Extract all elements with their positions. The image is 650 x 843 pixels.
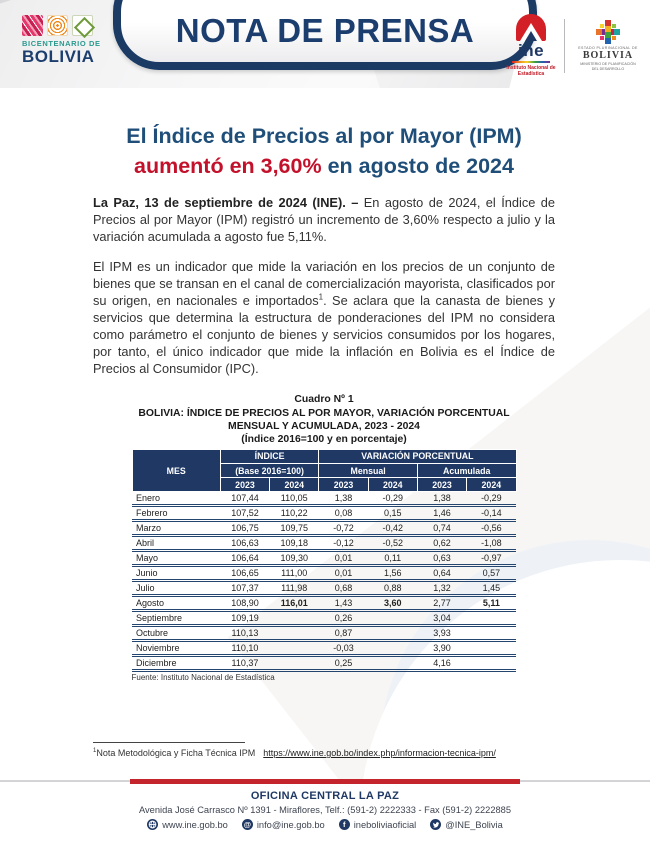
table-cell-value: 1,38 bbox=[417, 492, 466, 506]
table-cell-value: 107,52 bbox=[220, 506, 269, 521]
bicentenario-label: BICENTENARIO DE bbox=[22, 39, 101, 48]
table-cell-month: Febrero bbox=[132, 506, 220, 521]
bicentenario-bolivia-label: BOLIVIA bbox=[22, 47, 95, 66]
col-header-year: 2024 bbox=[368, 478, 417, 492]
table-cell-value: -0,97 bbox=[467, 551, 516, 566]
table-cell-value: 3,04 bbox=[417, 611, 466, 626]
table-cell-value: 3,60 bbox=[368, 596, 417, 611]
table-cell-value bbox=[467, 656, 516, 671]
table-cell-value: -0,03 bbox=[319, 641, 368, 656]
table-cell-value: 109,19 bbox=[220, 611, 269, 626]
table-cell-value: 3,90 bbox=[417, 641, 466, 656]
table-cell-value: 0,63 bbox=[417, 551, 466, 566]
table-cell-value: 109,30 bbox=[270, 551, 319, 566]
col-header-year: 2023 bbox=[220, 478, 269, 492]
ine-wordmark: ine bbox=[517, 41, 545, 60]
table-row bbox=[132, 611, 516, 626]
table-cell-value: 116,01 bbox=[270, 596, 319, 611]
table-cell-value: 106,75 bbox=[220, 521, 269, 536]
ipm-table-head bbox=[132, 449, 516, 491]
col-header-mensual: Mensual bbox=[319, 464, 418, 478]
bolivia-logo-ministry-label: MINISTERIO DE PLANIFICACIÓN DEL DESARROLLO bbox=[580, 61, 636, 71]
table-cell-value: 0,62 bbox=[417, 536, 466, 551]
table-cell-value: 106,64 bbox=[220, 551, 269, 566]
table-cell-value: 1,56 bbox=[368, 566, 417, 581]
table-cell-value bbox=[467, 611, 516, 626]
table-cell-month: Septiembre bbox=[132, 611, 220, 626]
paragraph-lead bbox=[93, 194, 555, 245]
title-line2-rest: en agosto de 2024 bbox=[321, 153, 514, 178]
table-cell-value: 0,68 bbox=[319, 581, 368, 596]
table-caption-title1: BOLIVIA: ÍNDICE DE PRECIOS AL POR MAYOR, VARIACIÓN PORCENTUAL bbox=[138, 407, 510, 419]
table-cell-value bbox=[467, 641, 516, 656]
col-header-base: (Base 2016=100) bbox=[220, 464, 319, 478]
table-cell-value: 1,43 bbox=[319, 596, 368, 611]
footer-address: Avenida José Carrasco Nº 1391 - Miraflores, Telf.: (591-2) 2222333 - Fax (591-2) 2222885 bbox=[138, 805, 512, 815]
col-header-year: 2024 bbox=[270, 478, 319, 492]
col-header-acumulada: Acumulada bbox=[417, 464, 516, 478]
footer-link-facebook[interactable] bbox=[339, 819, 417, 830]
paragraph-definition bbox=[93, 258, 555, 377]
footer-link-email[interactable] bbox=[242, 819, 325, 830]
bolivia-logo-estado-label: ESTADO PLURINACIONAL DE bbox=[578, 46, 638, 51]
table-cell-value: 111,98 bbox=[270, 581, 319, 596]
table-cell-value bbox=[368, 641, 417, 656]
paragraph-definition-a: El IPM es un indicador que mide la variación en los precios de un conjunto de bienes que se transan en el canal de comercialización mayorista, clasificados por su origen, en nacionales e importados bbox=[93, 259, 555, 309]
footnote-link[interactable]: https://www.ine.gob.bo/index.php/informacion-tecnica-ipm/ bbox=[263, 748, 496, 758]
table-cell-value: 0,74 bbox=[417, 521, 466, 536]
table-cell-value: -0,29 bbox=[368, 492, 417, 506]
table-cell-value: 0,01 bbox=[319, 566, 368, 581]
table-cell-value: 108,90 bbox=[220, 596, 269, 611]
col-header-year: 2023 bbox=[417, 478, 466, 492]
globe-icon bbox=[147, 819, 158, 830]
table-cell-value bbox=[368, 656, 417, 671]
table-cell-month: Mayo bbox=[132, 551, 220, 566]
page-title bbox=[93, 122, 555, 181]
bolivia-mosaic-cross-icon bbox=[596, 20, 620, 44]
ipm-table-body bbox=[132, 492, 516, 671]
col-header-year: 2023 bbox=[319, 478, 368, 492]
table-cell-month: Noviembre bbox=[132, 641, 220, 656]
ine-rainbow-bar bbox=[512, 61, 550, 64]
table-cell-value bbox=[270, 641, 319, 656]
table-cell-value: 110,13 bbox=[220, 626, 269, 641]
table-cell-value: -1,08 bbox=[467, 536, 516, 551]
paragraph-lead-text: En agosto de 2024, el Índice de Precios al por Mayor (IPM) registró un incremento de 3,60% respecto a julio y la variación acumulada a agosto fue 5,11%. bbox=[93, 195, 556, 245]
table-cell-value: 0,64 bbox=[417, 566, 466, 581]
col-header-variacion: VARIACIÓN PORCENTUAL bbox=[319, 449, 516, 463]
table-row bbox=[132, 656, 516, 671]
footer-office-title: OFICINA CENTRAL LA PAZ bbox=[250, 790, 400, 802]
table-caption-number: Cuadro Nº 1 bbox=[294, 394, 354, 406]
table-cell-value: -0,72 bbox=[319, 521, 368, 536]
footnote-text: Nota Metodológica y Ficha Técnica IPM bbox=[96, 748, 256, 758]
table-cell-value bbox=[368, 626, 417, 641]
table-caption bbox=[93, 393, 555, 445]
col-header-indice: ÍNDICE bbox=[220, 449, 319, 463]
col-header-year: 2024 bbox=[467, 478, 516, 492]
footer-red-bar bbox=[130, 779, 520, 784]
institution-logos bbox=[505, 14, 644, 78]
table-cell-value: 110,37 bbox=[220, 656, 269, 671]
bolivia-logo-wordmark: BOLIVIA bbox=[582, 50, 634, 62]
table-cell-month: Octubre bbox=[132, 626, 220, 641]
logo-divider bbox=[564, 19, 565, 73]
table-row bbox=[132, 641, 516, 656]
table-cell-month: Enero bbox=[132, 492, 220, 506]
table-cell-value: 3,93 bbox=[417, 626, 466, 641]
table-cell-value bbox=[368, 611, 417, 626]
ipm-table bbox=[132, 449, 517, 672]
table-section bbox=[93, 393, 555, 682]
table-cell-month: Junio bbox=[132, 566, 220, 581]
table-cell-value: 106,65 bbox=[220, 566, 269, 581]
table-caption-title2: MENSUAL Y ACUMULADA, 2023 - 2024 bbox=[228, 420, 420, 432]
footer-contact-links bbox=[0, 819, 650, 830]
bicentenario-diamond-icon bbox=[72, 15, 93, 36]
table-row bbox=[132, 536, 516, 551]
footer-link-website[interactable] bbox=[147, 819, 228, 830]
table-row bbox=[132, 551, 516, 566]
table-caption-units: (Índice 2016=100 y en porcentaje) bbox=[241, 433, 407, 445]
table-cell-value: 107,44 bbox=[220, 492, 269, 506]
footnote-marker: 1 bbox=[318, 293, 324, 303]
table-cell-value: 4,16 bbox=[417, 656, 466, 671]
table-cell-value: 111,00 bbox=[270, 566, 319, 581]
table-cell-value: 5,11 bbox=[467, 596, 516, 611]
table-cell-value: 2,77 bbox=[417, 596, 466, 611]
table-cell-value: 109,18 bbox=[270, 536, 319, 551]
ine-arch-icon bbox=[516, 14, 546, 41]
table-cell-value: 0,08 bbox=[319, 506, 368, 521]
bicentenario-logo bbox=[22, 15, 122, 65]
table-cell-value: 1,46 bbox=[417, 506, 466, 521]
table-cell-value: 107,37 bbox=[220, 581, 269, 596]
table-cell-month: Agosto bbox=[132, 596, 220, 611]
email-icon: @ bbox=[243, 819, 252, 829]
table-cell-value: 110,10 bbox=[220, 641, 269, 656]
table-cell-value: 1,32 bbox=[417, 581, 466, 596]
bolivia-government-logo bbox=[572, 20, 644, 71]
title-highlight: aumentó en 3,60% bbox=[134, 153, 322, 178]
twitter-icon bbox=[430, 819, 441, 830]
footer-email-label: info@ine.gob.bo bbox=[256, 819, 325, 830]
bicentenario-icons bbox=[22, 15, 122, 36]
facebook-icon: f bbox=[339, 819, 350, 830]
footer-website-label: www.ine.gob.bo bbox=[162, 819, 228, 830]
table-cell-value: -0,42 bbox=[368, 521, 417, 536]
table-row bbox=[132, 566, 516, 581]
table-cell-value: 1,45 bbox=[467, 581, 516, 596]
table-row bbox=[132, 626, 516, 641]
dateline: La Paz, 13 de septiembre de 2024 (INE). – bbox=[93, 195, 359, 211]
table-cell-value: 0,88 bbox=[368, 581, 417, 596]
press-banner bbox=[113, 0, 537, 70]
table-row bbox=[132, 506, 516, 521]
table-source: Fuente: Instituto Nacional de Estadística bbox=[131, 673, 275, 683]
table-cell-value: 0,01 bbox=[319, 551, 368, 566]
banner-title: NOTA DE PRENSA bbox=[175, 12, 475, 49]
bicentenario-spiral-icon bbox=[47, 15, 68, 36]
table-cell-value: -0,56 bbox=[467, 521, 516, 536]
table-row bbox=[132, 596, 516, 611]
table-cell-value: 0,11 bbox=[368, 551, 417, 566]
paragraph-definition-b: . Se aclara que la canasta de bienes y servicios que determina la estructura de ponderaciones del IPM no considera como parámetro el conjunto de bienes y servicios consumidos por los hogares, por tanto, el único indicador que mide la inflación en Bolivia es el Índice de Precios al Consumidor (IPC). bbox=[93, 293, 555, 377]
table-row bbox=[132, 492, 516, 506]
table-cell-value: 109,75 bbox=[270, 521, 319, 536]
table-cell-month: Diciembre bbox=[132, 656, 220, 671]
page-footer bbox=[0, 779, 650, 843]
table-cell-value: 1,38 bbox=[319, 492, 368, 506]
footnote-section bbox=[93, 742, 555, 758]
footnote-number: 1 bbox=[93, 748, 97, 754]
table-cell-month: Abril bbox=[132, 536, 220, 551]
table-cell-month: Julio bbox=[132, 581, 220, 596]
table-cell-month: Marzo bbox=[132, 521, 220, 536]
table-cell-value: 0,87 bbox=[319, 626, 368, 641]
ine-subtitle: Instituto Nacional de Estadística bbox=[506, 64, 556, 77]
bicentenario-textile-icon bbox=[22, 15, 43, 36]
table-cell-value: 0,15 bbox=[368, 506, 417, 521]
table-cell-value: 0,57 bbox=[467, 566, 516, 581]
table-cell-value: -0,29 bbox=[467, 492, 516, 506]
table-cell-value: 0,26 bbox=[319, 611, 368, 626]
table-cell-value: -0,52 bbox=[368, 536, 417, 551]
table-cell-value: -0,14 bbox=[467, 506, 516, 521]
table-cell-value: 106,63 bbox=[220, 536, 269, 551]
table-cell-value: -0,12 bbox=[319, 536, 368, 551]
ine-logo bbox=[505, 14, 557, 78]
footer-facebook-label: ineboliviaoficial bbox=[353, 819, 417, 830]
col-header-mes: MES bbox=[132, 449, 220, 491]
footer-twitter-label: @INE_Bolivia bbox=[445, 819, 503, 830]
document-body bbox=[93, 122, 555, 682]
table-row bbox=[132, 581, 516, 596]
table-cell-value bbox=[270, 611, 319, 626]
table-cell-value bbox=[270, 626, 319, 641]
table-row bbox=[132, 521, 516, 536]
table-cell-value: 0,25 bbox=[319, 656, 368, 671]
footnote-separator bbox=[93, 742, 245, 743]
table-cell-value: 110,05 bbox=[270, 492, 319, 506]
title-line1: El Índice de Precios al por Mayor (IPM) bbox=[126, 124, 522, 148]
footer-link-twitter[interactable] bbox=[430, 819, 503, 830]
table-cell-value bbox=[467, 626, 516, 641]
table-cell-value: 110,22 bbox=[270, 506, 319, 521]
table-cell-value bbox=[270, 656, 319, 671]
